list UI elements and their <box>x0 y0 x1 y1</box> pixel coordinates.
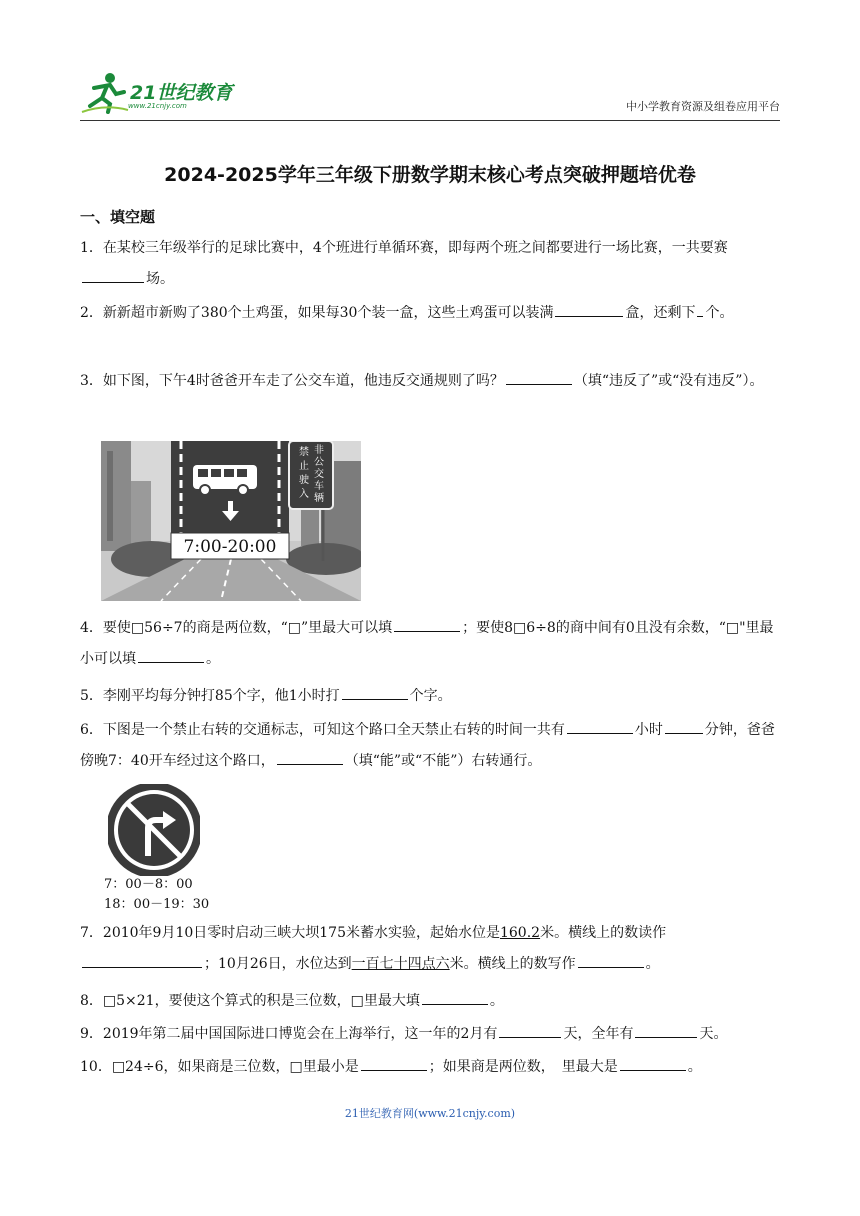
question-text: 米。横线上的数写作 <box>449 956 576 972</box>
question-text: 4．要使□56÷7的商是两位数，“□”里最大可以填 <box>80 620 393 636</box>
answer-blank[interactable] <box>342 681 408 700</box>
question-5 <box>80 681 782 712</box>
page-footer: 21世纪教育网(www.21cnjy.com) <box>344 1107 516 1120</box>
runner-logo-icon <box>80 70 130 114</box>
question-text: 个。 <box>705 305 734 321</box>
question-text: 。 <box>489 993 504 1009</box>
answer-blank[interactable] <box>82 949 202 968</box>
question-text: ；10月26日，水位达到 <box>204 956 352 972</box>
answer-blank[interactable] <box>635 1019 697 1038</box>
svg-text:车: 车 <box>314 481 324 492</box>
question-text: 小时 <box>634 722 663 738</box>
question-text: 。 <box>206 651 220 667</box>
header-divider <box>80 120 780 121</box>
question-text: 5．李刚平均每分钟打85个字，他1小时打 <box>80 688 340 704</box>
page-title: 2024-2025学年三年级下册数学期末核心考点突破押题培优卷 <box>164 164 696 186</box>
bus-lane-photo <box>101 441 361 601</box>
question-text: 。 <box>645 956 660 972</box>
question-text: 天。 <box>699 1026 728 1042</box>
question-1 <box>80 233 782 295</box>
question-text: 场。 <box>146 271 174 287</box>
underlined-number: 160.2 <box>499 925 541 941</box>
svg-text:止: 止 <box>299 461 309 472</box>
question-text: 2．新新超市新购了380个土鸡蛋，如果每30个装一盒，这些土鸡蛋可以装满 <box>80 305 554 321</box>
answer-blank[interactable] <box>567 715 633 734</box>
question-text: 1．在某校三年级举行的足球比赛中，4个班进行单循环赛，即每两个班之间都要进行一场比赛，一共要赛 <box>80 240 728 256</box>
question-7 <box>80 918 782 980</box>
question-text: （填“能”或“不能”）右转通行。 <box>344 753 542 769</box>
section-heading: 一、填空题 <box>80 208 156 226</box>
svg-text:公: 公 <box>314 457 324 468</box>
question-8 <box>80 986 782 1017</box>
logo-text: 21世纪教育 <box>130 82 233 104</box>
no-right-turn-sign-icon <box>108 784 200 876</box>
question-text: 3．如下图，下午4时爸爸开车走了公交车道，他违反交通规则了吗？ <box>80 373 504 389</box>
question-text: 7．2010年9月10日零时启动三峡大坝175米蓄水实验，起始水位是 <box>80 925 500 941</box>
answer-blank[interactable] <box>506 366 572 385</box>
question-text: 9．2019年第二届中国国际进口博览会在上海举行，这一年的2月有 <box>80 1026 498 1042</box>
answer-blank[interactable] <box>697 298 703 317</box>
svg-text:非: 非 <box>314 445 324 456</box>
question-9 <box>80 1019 782 1050</box>
answer-blank[interactable] <box>361 1052 427 1071</box>
svg-text:辆: 辆 <box>314 493 324 504</box>
bus-lane-hours: 7:00-20:00 <box>183 537 277 557</box>
answer-blank[interactable] <box>578 949 644 968</box>
question-10 <box>80 1052 782 1083</box>
question-text: 6．下图是一个禁止右转的交通标志，可知这个路口全天禁止右转的时间一共有 <box>80 722 565 738</box>
question-text: ；如果商是两位数， 里最大是 <box>428 1059 618 1075</box>
sign-time-ranges <box>104 875 209 915</box>
sign-time-range: 18：00－19：30 <box>104 897 210 912</box>
question-6 <box>80 715 782 777</box>
question-text: 分钟，爸爸傍晚7：40开车经过这个路口， <box>80 722 775 769</box>
sign-time-range: 7：00－8：00 <box>104 877 193 892</box>
question-text: 天，全年有 <box>563 1026 634 1042</box>
question-text: 个字。 <box>409 688 452 704</box>
question-text: 米。横线上的数读作 <box>540 925 667 941</box>
svg-text:入: 入 <box>299 489 309 500</box>
question-text: 盒，还剩下 <box>625 305 696 321</box>
question-text: 8．□5×21，要使这个算式的积是三位数，□里最大填 <box>80 993 420 1009</box>
page-header <box>80 70 780 118</box>
answer-blank[interactable] <box>82 264 144 283</box>
question-text: ；要使8□6÷8的商中间有0且没有余数，“□"里最小可以填 <box>80 620 774 667</box>
platform-name: 中小学教育资源及组卷应用平台 <box>626 100 780 113</box>
underlined-number: 一百七十四点六 <box>351 956 450 972</box>
answer-blank[interactable] <box>555 298 623 317</box>
answer-blank[interactable] <box>422 986 488 1005</box>
question-4 <box>80 613 782 675</box>
question-2 <box>80 298 782 329</box>
question-text: （填“违反了”或“没有违反”）。 <box>573 373 764 389</box>
answer-blank[interactable] <box>499 1019 561 1038</box>
answer-blank[interactable] <box>665 715 703 734</box>
answer-blank[interactable] <box>138 644 204 663</box>
site-logo <box>80 70 250 116</box>
svg-text:交: 交 <box>314 469 324 480</box>
question-text: 。 <box>687 1059 702 1075</box>
question-text: 10．□24÷6，如果商是三位数，□里最小是 <box>80 1059 359 1075</box>
svg-text:禁: 禁 <box>299 447 309 458</box>
question-3 <box>80 366 782 397</box>
svg-text:驶: 驶 <box>299 475 309 486</box>
answer-blank[interactable] <box>277 746 343 765</box>
logo-url: www.21cnjy.com <box>128 102 187 110</box>
answer-blank[interactable] <box>394 613 460 632</box>
answer-blank[interactable] <box>620 1052 686 1071</box>
